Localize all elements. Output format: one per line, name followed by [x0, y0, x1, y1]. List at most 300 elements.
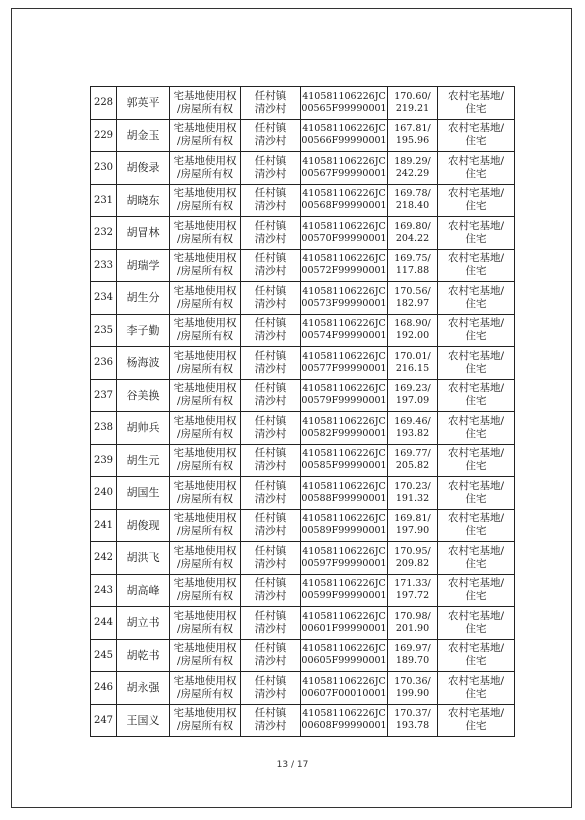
- location-line: 清沙村: [254, 200, 287, 213]
- row-number-cell: 236: [91, 347, 117, 380]
- land-use-line: 住宅: [465, 687, 487, 700]
- unit-code-cell: [301, 607, 388, 640]
- area-value-line: 193.78: [395, 720, 430, 732]
- location-cell: [241, 152, 301, 185]
- owner-name-cell: 胡俊现: [117, 509, 170, 542]
- land-use-line: 住宅: [465, 200, 487, 213]
- location-cell: [241, 444, 301, 477]
- owner-name-cell: 胡高峰: [117, 574, 170, 607]
- location-line: 任村镇: [254, 414, 287, 427]
- land-use-cell: [438, 87, 515, 120]
- land-use-cell: [438, 672, 515, 705]
- location-cell: [241, 119, 301, 152]
- row-number-cell: 245: [91, 639, 117, 672]
- right-type-line: /房屋所有权: [176, 102, 234, 115]
- location-line: 任村镇: [254, 122, 287, 135]
- location-line: 清沙村: [254, 167, 287, 180]
- owner-name-cell: 胡洪飞: [117, 542, 170, 575]
- right-type-cell: [170, 314, 241, 347]
- right-type-cell: [170, 217, 241, 250]
- unit-code-line: 410581106226JC: [302, 578, 386, 590]
- row-number-cell: 228: [91, 87, 117, 120]
- area-value-line: 219.21: [395, 102, 430, 114]
- area-value-line: 218.40: [395, 200, 430, 212]
- land-use-line: 农村宅基地/: [447, 674, 505, 687]
- owner-name-cell: 胡金玉: [117, 119, 170, 152]
- right-type-cell: [170, 444, 241, 477]
- unit-code-line: 00568F99990001: [301, 200, 387, 212]
- location-line: 清沙村: [254, 622, 287, 635]
- area-value-cell: [388, 542, 438, 575]
- location-line: 任村镇: [254, 252, 287, 265]
- area-value-line: 169.75/: [394, 253, 431, 265]
- row-number-cell: 246: [91, 672, 117, 705]
- unit-code-line: 00582F99990001: [301, 427, 387, 439]
- land-use-cell: [438, 119, 515, 152]
- area-value-cell: [388, 704, 438, 737]
- land-use-cell: [438, 217, 515, 250]
- area-value-line: 170.37/: [394, 708, 431, 720]
- right-type-cell: [170, 477, 241, 510]
- right-type-line: /房屋所有权: [176, 200, 234, 213]
- table-row: [91, 119, 515, 152]
- location-cell: [241, 314, 301, 347]
- unit-code-line: 410581106226JC: [302, 155, 386, 167]
- location-line: 任村镇: [254, 707, 287, 720]
- location-cell: [241, 639, 301, 672]
- location-line: 清沙村: [254, 720, 287, 733]
- land-use-cell: [438, 152, 515, 185]
- land-use-cell: [438, 509, 515, 542]
- unit-code-line: 410581106226JC: [302, 545, 386, 557]
- owner-name-cell: 胡立书: [117, 607, 170, 640]
- right-type-line: 宅基地使用权: [173, 609, 237, 622]
- right-type-line: 宅基地使用权: [173, 544, 237, 557]
- location-line: 任村镇: [254, 219, 287, 232]
- area-value-cell: [388, 412, 438, 445]
- owner-name-cell: 胡生分: [117, 282, 170, 315]
- area-value-line: 189.29/: [394, 155, 431, 167]
- land-use-line: 住宅: [465, 265, 487, 278]
- area-value-cell: [388, 347, 438, 380]
- right-type-cell: [170, 607, 241, 640]
- area-value-cell: [388, 477, 438, 510]
- land-use-line: 农村宅基地/: [447, 252, 505, 265]
- unit-code-cell: [301, 444, 388, 477]
- right-type-line: 宅基地使用权: [173, 642, 237, 655]
- right-type-line: /房屋所有权: [176, 687, 234, 700]
- area-value-line: 170.95/: [394, 545, 431, 557]
- land-use-line: 住宅: [465, 720, 487, 733]
- area-value-cell: [388, 314, 438, 347]
- right-type-line: 宅基地使用权: [173, 219, 237, 232]
- right-type-line: 宅基地使用权: [173, 707, 237, 720]
- owner-name-cell: 胡瑞学: [117, 249, 170, 282]
- location-cell: [241, 282, 301, 315]
- location-line: 任村镇: [254, 544, 287, 557]
- right-type-line: 宅基地使用权: [173, 577, 237, 590]
- area-value-line: 169.23/: [394, 383, 431, 395]
- location-cell: [241, 607, 301, 640]
- land-use-cell: [438, 444, 515, 477]
- land-use-cell: [438, 184, 515, 217]
- unit-code-line: 00573F99990001: [301, 297, 387, 309]
- unit-code-cell: [301, 347, 388, 380]
- location-cell: [241, 347, 301, 380]
- area-value-cell: [388, 217, 438, 250]
- location-cell: [241, 379, 301, 412]
- unit-code-line: 410581106226JC: [302, 675, 386, 687]
- registration-table: [90, 86, 515, 737]
- right-type-cell: [170, 249, 241, 282]
- location-cell: [241, 477, 301, 510]
- location-cell: [241, 249, 301, 282]
- right-type-line: /房屋所有权: [176, 427, 234, 440]
- unit-code-line: 00570F99990001: [301, 232, 387, 244]
- area-value-line: 209.82: [395, 557, 430, 569]
- unit-code-line: 410581106226JC: [302, 708, 386, 720]
- row-number-cell: 242: [91, 542, 117, 575]
- unit-code-line: 410581106226JC: [302, 480, 386, 492]
- land-use-cell: [438, 574, 515, 607]
- area-value-cell: [388, 152, 438, 185]
- table-row: [91, 87, 515, 120]
- land-use-line: 住宅: [465, 297, 487, 310]
- land-use-line: 住宅: [465, 460, 487, 473]
- area-value-line: 169.77/: [394, 448, 431, 460]
- table-row: [91, 249, 515, 282]
- unit-code-line: 00577F99990001: [301, 362, 387, 374]
- location-line: 任村镇: [254, 674, 287, 687]
- land-use-cell: [438, 639, 515, 672]
- unit-code-cell: [301, 119, 388, 152]
- area-value-line: 169.97/: [394, 643, 431, 655]
- right-type-line: /房屋所有权: [176, 297, 234, 310]
- land-use-line: 农村宅基地/: [447, 122, 505, 135]
- owner-name-cell: 胡冒林: [117, 217, 170, 250]
- location-line: 清沙村: [254, 102, 287, 115]
- unit-code-line: 410581106226JC: [302, 188, 386, 200]
- location-line: 清沙村: [254, 297, 287, 310]
- right-type-cell: [170, 347, 241, 380]
- right-type-cell: [170, 704, 241, 737]
- right-type-line: 宅基地使用权: [173, 284, 237, 297]
- unit-code-line: 00608F99990001: [301, 720, 387, 732]
- unit-code-line: 410581106226JC: [302, 415, 386, 427]
- unit-code-line: 00601F99990001: [301, 622, 387, 634]
- location-line: 任村镇: [254, 284, 287, 297]
- unit-code-line: 410581106226JC: [302, 448, 386, 460]
- area-value-line: 169.80/: [394, 220, 431, 232]
- land-use-line: 住宅: [465, 102, 487, 115]
- right-type-line: 宅基地使用权: [173, 382, 237, 395]
- table-row: [91, 444, 515, 477]
- land-use-line: 农村宅基地/: [447, 479, 505, 492]
- land-use-cell: [438, 704, 515, 737]
- table-row: [91, 314, 515, 347]
- land-use-line: 农村宅基地/: [447, 219, 505, 232]
- right-type-line: /房屋所有权: [176, 525, 234, 538]
- land-use-line: 农村宅基地/: [447, 284, 505, 297]
- row-number-cell: 243: [91, 574, 117, 607]
- table-row: [91, 672, 515, 705]
- right-type-cell: [170, 672, 241, 705]
- unit-code-line: 00579F99990001: [301, 395, 387, 407]
- location-line: 清沙村: [254, 460, 287, 473]
- location-cell: [241, 574, 301, 607]
- area-value-line: 171.33/: [394, 578, 431, 590]
- row-number-cell: 241: [91, 509, 117, 542]
- unit-code-cell: [301, 249, 388, 282]
- unit-code-line: 410581106226JC: [302, 350, 386, 362]
- area-value-line: 197.90: [395, 525, 430, 537]
- area-value-cell: [388, 574, 438, 607]
- row-number-cell: 234: [91, 282, 117, 315]
- location-line: 清沙村: [254, 330, 287, 343]
- right-type-line: 宅基地使用权: [173, 674, 237, 687]
- land-use-line: 农村宅基地/: [447, 544, 505, 557]
- right-type-cell: [170, 412, 241, 445]
- table-row: [91, 379, 515, 412]
- area-value-line: 204.22: [395, 232, 430, 244]
- owner-name-cell: 胡乾书: [117, 639, 170, 672]
- owner-name-cell: 胡俊录: [117, 152, 170, 185]
- unit-code-line: 00574F99990001: [301, 330, 387, 342]
- unit-code-line: 410581106226JC: [302, 90, 386, 102]
- table-row: [91, 477, 515, 510]
- location-line: 任村镇: [254, 642, 287, 655]
- location-cell: [241, 704, 301, 737]
- land-use-line: 住宅: [465, 427, 487, 440]
- unit-code-cell: [301, 152, 388, 185]
- location-cell: [241, 412, 301, 445]
- unit-code-line: 00567F99990001: [301, 167, 387, 179]
- right-type-line: 宅基地使用权: [173, 479, 237, 492]
- unit-code-line: 00607F00010001: [301, 687, 387, 699]
- land-use-line: 农村宅基地/: [447, 512, 505, 525]
- row-number-cell: 244: [91, 607, 117, 640]
- right-type-line: 宅基地使用权: [173, 447, 237, 460]
- unit-code-line: 410581106226JC: [302, 285, 386, 297]
- table-row: [91, 184, 515, 217]
- owner-name-cell: 李子勤: [117, 314, 170, 347]
- area-value-line: 167.81/: [394, 123, 431, 135]
- land-use-line: 住宅: [465, 330, 487, 343]
- area-value-line: 170.56/: [394, 285, 431, 297]
- land-use-line: 住宅: [465, 395, 487, 408]
- land-use-line: 农村宅基地/: [447, 447, 505, 460]
- location-line: 任村镇: [254, 89, 287, 102]
- unit-code-line: 410581106226JC: [302, 253, 386, 265]
- right-type-line: /房屋所有权: [176, 622, 234, 635]
- area-value-line: 169.46/: [394, 415, 431, 427]
- location-line: 任村镇: [254, 447, 287, 460]
- land-use-cell: [438, 314, 515, 347]
- area-value-line: 242.29: [395, 167, 430, 179]
- location-line: 任村镇: [254, 349, 287, 362]
- location-cell: [241, 217, 301, 250]
- location-line: 清沙村: [254, 135, 287, 148]
- area-value-line: 193.82: [395, 427, 430, 439]
- location-cell: [241, 184, 301, 217]
- land-use-line: 住宅: [465, 135, 487, 148]
- unit-code-line: 410581106226JC: [302, 643, 386, 655]
- unit-code-line: 00572F99990001: [301, 265, 387, 277]
- location-cell: [241, 672, 301, 705]
- row-number-cell: 233: [91, 249, 117, 282]
- land-use-line: 住宅: [465, 557, 487, 570]
- unit-code-line: 410581106226JC: [302, 513, 386, 525]
- unit-code-line: 00599F99990001: [301, 590, 387, 602]
- unit-code-line: 00565F99990001: [301, 102, 387, 114]
- owner-name-cell: 胡国生: [117, 477, 170, 510]
- row-number-cell: 240: [91, 477, 117, 510]
- land-use-line: 农村宅基地/: [447, 89, 505, 102]
- land-use-cell: [438, 477, 515, 510]
- land-use-line: 住宅: [465, 622, 487, 635]
- owner-name-cell: 胡永强: [117, 672, 170, 705]
- location-line: 任村镇: [254, 382, 287, 395]
- location-line: 清沙村: [254, 557, 287, 570]
- right-type-line: /房屋所有权: [176, 557, 234, 570]
- row-number-cell: 237: [91, 379, 117, 412]
- row-number-cell: 232: [91, 217, 117, 250]
- land-use-line: 农村宅基地/: [447, 414, 505, 427]
- right-type-cell: [170, 282, 241, 315]
- right-type-line: 宅基地使用权: [173, 187, 237, 200]
- right-type-cell: [170, 379, 241, 412]
- table-row: [91, 282, 515, 315]
- table-row: [91, 542, 515, 575]
- table-row: [91, 704, 515, 737]
- table-row: [91, 347, 515, 380]
- right-type-cell: [170, 119, 241, 152]
- owner-name-cell: 胡生元: [117, 444, 170, 477]
- table-row: [91, 152, 515, 185]
- area-value-cell: [388, 87, 438, 120]
- area-value-line: 197.72: [395, 590, 430, 602]
- area-value-line: 192.00: [395, 330, 430, 342]
- table-row: [91, 639, 515, 672]
- land-use-cell: [438, 282, 515, 315]
- location-line: 任村镇: [254, 154, 287, 167]
- right-type-line: /房屋所有权: [176, 265, 234, 278]
- location-line: 任村镇: [254, 512, 287, 525]
- unit-code-line: 00597F99990001: [301, 557, 387, 569]
- unit-code-line: 410581106226JC: [302, 123, 386, 135]
- land-use-line: 农村宅基地/: [447, 609, 505, 622]
- land-use-line: 住宅: [465, 492, 487, 505]
- area-value-cell: [388, 607, 438, 640]
- area-value-cell: [388, 249, 438, 282]
- right-type-line: /房屋所有权: [176, 720, 234, 733]
- unit-code-line: 00589F99990001: [301, 525, 387, 537]
- area-value-cell: [388, 379, 438, 412]
- owner-name-cell: 胡晓东: [117, 184, 170, 217]
- location-line: 任村镇: [254, 317, 287, 330]
- location-line: 清沙村: [254, 655, 287, 668]
- unit-code-cell: [301, 672, 388, 705]
- area-value-cell: [388, 184, 438, 217]
- location-line: 任村镇: [254, 187, 287, 200]
- right-type-line: 宅基地使用权: [173, 252, 237, 265]
- land-use-cell: [438, 412, 515, 445]
- land-use-line: 农村宅基地/: [447, 187, 505, 200]
- area-value-line: 189.70: [395, 655, 430, 667]
- right-type-line: 宅基地使用权: [173, 317, 237, 330]
- land-use-line: 住宅: [465, 525, 487, 538]
- area-value-line: 197.09: [395, 395, 430, 407]
- page-number: 13 / 17: [276, 760, 309, 770]
- location-cell: [241, 509, 301, 542]
- area-value-line: 168.90/: [394, 318, 431, 330]
- unit-code-cell: [301, 217, 388, 250]
- land-use-line: 住宅: [465, 590, 487, 603]
- location-cell: [241, 542, 301, 575]
- right-type-line: 宅基地使用权: [173, 414, 237, 427]
- area-value-line: 216.15: [395, 362, 430, 374]
- land-use-line: 农村宅基地/: [447, 707, 505, 720]
- location-line: 任村镇: [254, 609, 287, 622]
- location-line: 任村镇: [254, 577, 287, 590]
- right-type-cell: [170, 152, 241, 185]
- land-use-line: 住宅: [465, 232, 487, 245]
- area-value-line: 169.81/: [394, 513, 431, 525]
- row-number-cell: 229: [91, 119, 117, 152]
- location-line: 任村镇: [254, 479, 287, 492]
- location-line: 清沙村: [254, 590, 287, 603]
- land-use-line: 农村宅基地/: [447, 577, 505, 590]
- owner-name-cell: 王国义: [117, 704, 170, 737]
- right-type-line: /房屋所有权: [176, 362, 234, 375]
- right-type-line: 宅基地使用权: [173, 349, 237, 362]
- area-value-line: 170.98/: [394, 610, 431, 622]
- area-value-line: 191.32: [395, 492, 430, 504]
- right-type-line: /房屋所有权: [176, 492, 234, 505]
- area-value-line: 117.88: [395, 265, 430, 277]
- registration-table-body: [91, 87, 515, 737]
- unit-code-cell: [301, 314, 388, 347]
- owner-name-cell: 郭英平: [117, 87, 170, 120]
- right-type-line: 宅基地使用权: [173, 512, 237, 525]
- unit-code-line: 410581106226JC: [302, 610, 386, 622]
- area-value-line: 182.97: [395, 297, 430, 309]
- unit-code-cell: [301, 477, 388, 510]
- location-line: 清沙村: [254, 395, 287, 408]
- area-value-line: 170.23/: [394, 480, 431, 492]
- row-number-cell: 239: [91, 444, 117, 477]
- unit-code-line: 410581106226JC: [302, 220, 386, 232]
- unit-code-line: 00585F99990001: [301, 460, 387, 472]
- land-use-cell: [438, 607, 515, 640]
- row-number-cell: 230: [91, 152, 117, 185]
- unit-code-cell: [301, 704, 388, 737]
- unit-code-cell: [301, 379, 388, 412]
- land-use-line: 农村宅基地/: [447, 382, 505, 395]
- right-type-line: /房屋所有权: [176, 167, 234, 180]
- unit-code-line: 00588F99990001: [301, 492, 387, 504]
- area-value-cell: [388, 282, 438, 315]
- land-use-cell: [438, 249, 515, 282]
- unit-code-cell: [301, 574, 388, 607]
- right-type-line: /房屋所有权: [176, 395, 234, 408]
- location-line: 清沙村: [254, 492, 287, 505]
- unit-code-line: 410581106226JC: [302, 383, 386, 395]
- location-line: 清沙村: [254, 525, 287, 538]
- table-row: [91, 574, 515, 607]
- area-value-line: 170.36/: [394, 675, 431, 687]
- row-number-cell: 238: [91, 412, 117, 445]
